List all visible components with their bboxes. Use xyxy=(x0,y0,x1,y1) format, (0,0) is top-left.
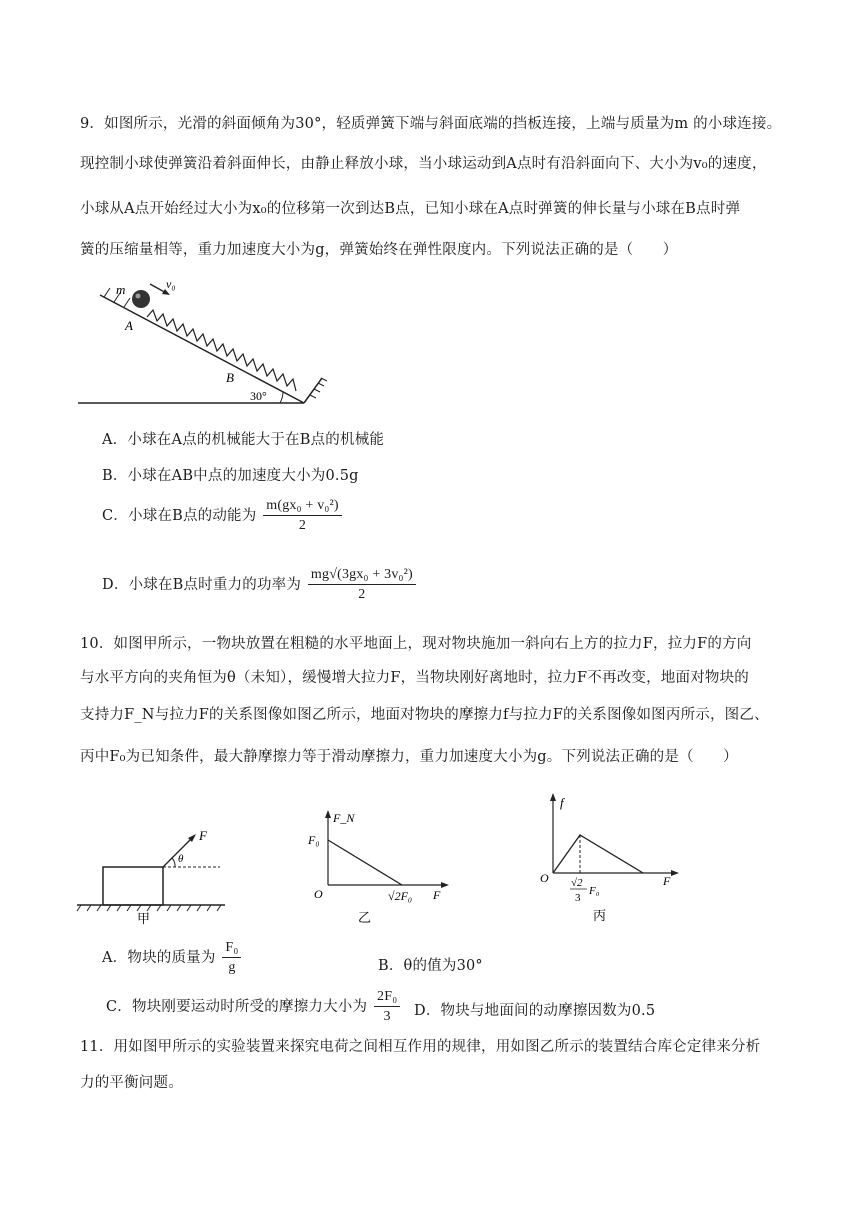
q10-option-d: D．物块与地面间的动摩擦因数为0.5 xyxy=(414,1003,656,1019)
label-FN: F_N xyxy=(333,811,355,825)
label-angle: 30° xyxy=(250,389,267,403)
q10-line-1: 10．如图甲所示，一物块放置在粗糙的水平地面上，现对物块施加一斜向右上方的拉力F，拉力F的方向 xyxy=(80,636,752,652)
q9-line-3: 小球从A点开始经过大小为x₀的位移第一次到达B点，已知小球在A点时弹簧的伸长量与小球在B点时弹 xyxy=(80,201,741,217)
q9-line-1: 9．如图所示，光滑的斜面倾角为30°，轻质弹簧下端与斜面底端的挡板连接，上端与质量为m 的小球连接。 xyxy=(80,116,782,132)
label-xF: F xyxy=(663,874,671,888)
q9-option-c-text: C．小球在B点的动能为 xyxy=(102,508,257,524)
q10-option-c-fraction xyxy=(374,989,400,1025)
q10-option-a xyxy=(102,940,243,976)
q10-option-c-text: C．物块刚要运动时所受的摩擦力大小为 xyxy=(106,999,368,1015)
fraction-denominator: 3 xyxy=(383,1009,391,1024)
caption-yi: 乙 xyxy=(358,910,372,925)
caption-bing: 丙 xyxy=(593,908,607,923)
label-origin: O xyxy=(314,887,323,901)
q11-line-1: 11．用如图甲所示的实验装置来探究电荷之间相互作用的规律，用如图乙所示的装置结合库仑定律来分析 xyxy=(80,1039,761,1055)
label-m: m xyxy=(116,282,126,297)
spring xyxy=(147,310,296,391)
label-B: B xyxy=(226,370,234,385)
q10-fig-bing xyxy=(535,785,695,925)
q9-option-a: A．小球在A点的机械能大于在B点的机械能 xyxy=(102,432,385,448)
q9-option-d xyxy=(102,567,418,603)
q9-line-2: 现控制小球使弹簧沿着斜面伸长，由静止释放小球，当小球运动到A点时有沿斜面向下、大小为v₀的速度， xyxy=(80,156,767,172)
q10-option-a-fraction xyxy=(222,940,241,976)
incline-line xyxy=(100,295,304,403)
q10-line-3: 支持力F_N与拉力F的关系图像如图乙所示，地面对物块的摩擦力f与拉力F的关系图像如图丙所示，图乙、 xyxy=(80,707,769,723)
q10-fig-yi xyxy=(300,800,460,925)
q10-fig-jia xyxy=(75,795,235,930)
q9-incline-figure xyxy=(70,270,340,410)
fraction-numerator: m(gx₀ + v₀²) xyxy=(263,498,341,516)
fn-line xyxy=(328,840,402,885)
q10-option-c xyxy=(106,989,402,1025)
q9-option-b: B．小球在AB中点的加速度大小为0.5g xyxy=(102,468,359,484)
fraction-denominator: g xyxy=(228,960,236,975)
fraction-numerator: 2F₀ xyxy=(374,989,400,1007)
label-xF: F xyxy=(433,888,441,902)
fraction-denominator: 2 xyxy=(358,587,366,602)
block xyxy=(103,867,163,905)
q10-line-2: 与水平方向的夹角恒为θ（未知），缓慢增大拉力F，当物块刚好离地时，拉力F不再改变，地面对物块的 xyxy=(80,670,749,686)
q10-line-4: 丙中F₀为已知条件，最大静摩擦力等于滑动摩擦力，重力加速度大小为g。下列说法正确的是（ ） xyxy=(80,749,738,765)
q9-option-d-text: D．小球在B点时重力的功率为 xyxy=(102,577,302,593)
caption-jia: 甲 xyxy=(137,911,151,926)
label-A: A xyxy=(125,318,133,333)
q9-option-d-fraction xyxy=(308,567,416,603)
q9-option-c-fraction xyxy=(263,498,341,534)
label-sqrt2F0: √2F₀ xyxy=(388,889,413,903)
fraction-denominator: 2 xyxy=(298,518,307,533)
q9-option-c xyxy=(102,498,344,534)
label-sqrt2: √2 xyxy=(571,877,583,889)
fraction-numerator: mg√(3gx₀ + 3v₀²) xyxy=(308,567,416,585)
friction-line xyxy=(553,835,643,873)
label-F: F xyxy=(199,828,207,843)
fraction-numerator: F₀ xyxy=(222,940,241,958)
label-origin: O xyxy=(540,871,549,885)
q9-line-4: 簧的压缩量相等，重力加速度大小为g，弹簧始终在弹性限度内。下列说法正确的是（ ） xyxy=(80,242,678,258)
label-F0: F₀ xyxy=(308,833,320,847)
q11-line-2: 力的平衡问题。 xyxy=(80,1075,183,1091)
q10-option-a-text: A．物块的质量为 xyxy=(102,950,216,966)
label-f: f xyxy=(560,795,564,810)
label-theta: θ xyxy=(178,853,184,865)
barrier xyxy=(304,378,322,403)
label-3: 3 xyxy=(575,892,581,904)
q10-option-b: B．θ的值为30° xyxy=(378,958,483,974)
label-F0-suffix: F₀ xyxy=(589,885,600,897)
ball xyxy=(132,290,150,308)
label-v0: v₀ xyxy=(166,277,176,291)
